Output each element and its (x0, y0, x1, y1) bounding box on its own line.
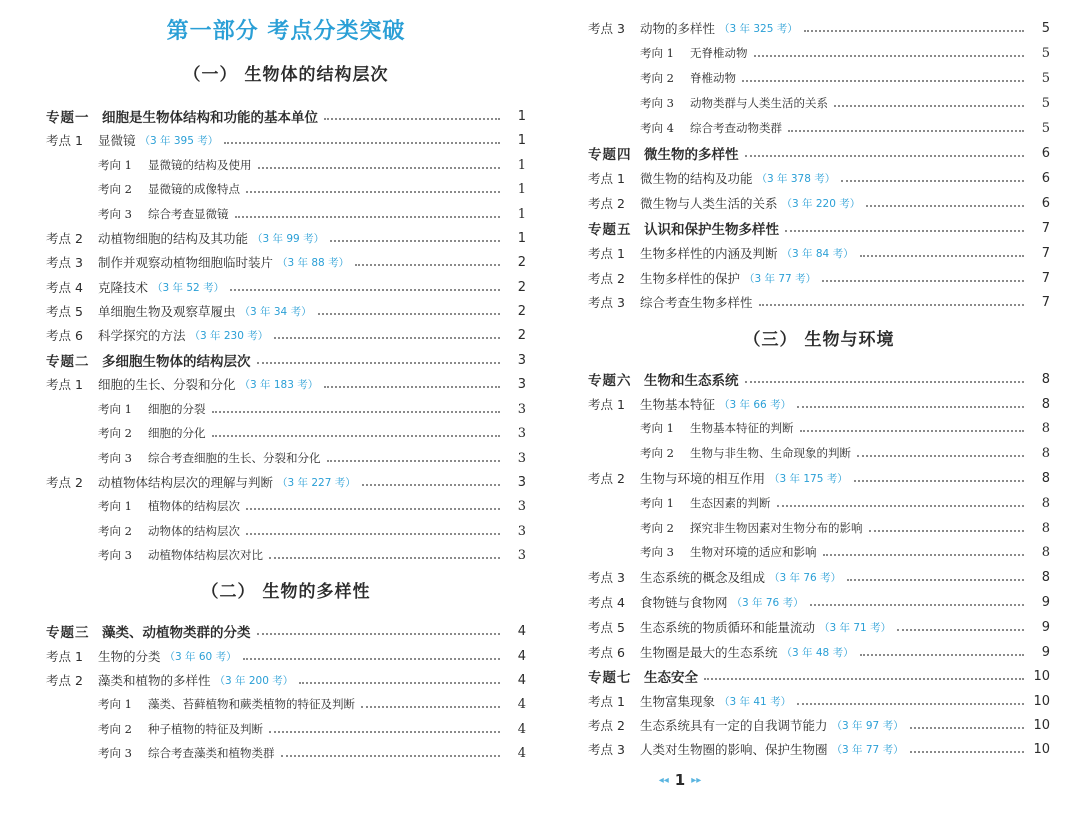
exam-point-row[interactable] (46, 275, 526, 299)
dot-leader (754, 55, 1025, 57)
exam-point-row[interactable] (588, 16, 1050, 40)
entry-title: 无脊椎动物 (690, 46, 748, 60)
entry-title: 显微镜 (98, 133, 136, 148)
exam-direction-row[interactable] (46, 153, 526, 177)
dot-leader (269, 557, 500, 559)
entry-label: 考向 3 (640, 545, 674, 559)
entry-page-number: 2 (517, 279, 526, 295)
entry-title: 生物富集现象 (640, 694, 716, 709)
entry-page-number: 10 (1033, 741, 1050, 757)
entry-page-number: 6 (1041, 170, 1050, 186)
entry-title: 细胞的生长、分裂和分化 (98, 377, 236, 392)
entry-title: 生态因素的判断 (690, 496, 771, 510)
entry-title: 单细胞生物及观察草履虫 (98, 304, 236, 319)
dot-leader (860, 654, 1024, 656)
exam-point-row[interactable] (46, 323, 526, 347)
entry-label: 考向 2 (640, 521, 674, 535)
entry-page-number: 10 (1033, 693, 1050, 709)
exam-direction-row[interactable] (46, 741, 526, 765)
entry-label: 考向 2 (98, 182, 132, 196)
entry-label: 专题三 (46, 625, 90, 641)
dot-leader (822, 280, 1024, 282)
dot-leader (804, 30, 1024, 32)
entry-page-number: 5 (1041, 120, 1050, 136)
entry-title: 细胞的分裂 (148, 402, 206, 416)
exam-direction-row[interactable] (46, 692, 526, 716)
entry-label: 考向 3 (98, 746, 132, 760)
entry-page-number: 5 (1041, 70, 1050, 86)
exam-point-row[interactable] (46, 250, 526, 274)
dot-leader (324, 118, 500, 120)
dot-leader (777, 505, 1025, 507)
dot-leader (257, 362, 501, 364)
entry-page-number: 3 (517, 425, 526, 441)
topic-row[interactable] (46, 104, 526, 128)
dot-leader (785, 230, 1024, 232)
entry-page-number: 7 (1041, 220, 1050, 236)
entry-page-number: 8 (1041, 544, 1050, 560)
entry-title: 多细胞生物体的结构层次 (102, 354, 251, 370)
dot-leader (355, 264, 500, 266)
dot-leader (362, 484, 500, 486)
dot-leader (800, 430, 1025, 432)
entry-title: 生物的分类 (98, 649, 161, 664)
prev-arrow-icon: ◂◂ (658, 774, 669, 786)
entry-page-number: 3 (517, 474, 526, 490)
dot-leader (224, 142, 500, 144)
entry-page-number: 7 (1041, 245, 1050, 261)
dot-leader (788, 130, 1024, 132)
entry-label: 考点 3 (588, 570, 625, 585)
entry-label: 考点 3 (588, 21, 625, 36)
entry-page-number: 8 (1041, 470, 1050, 486)
entry-title: 生态系统具有一定的自我调节能力 (640, 718, 828, 733)
entry-page-number: 4 (517, 623, 526, 639)
entry-label: 专题二 (46, 354, 90, 370)
exam-point-row[interactable] (588, 241, 1050, 265)
entry-page-number: 10 (1033, 668, 1050, 684)
entry-title: 生物与非生物、生命现象的判断 (690, 446, 851, 460)
entry-title: 生物和生态系统 (644, 373, 739, 389)
dot-leader (235, 216, 501, 218)
exam-point-row[interactable] (46, 372, 526, 396)
page-footer (640, 768, 720, 792)
entry-page-number: 5 (1041, 95, 1050, 111)
entry-title: 生态系统的物质循环和能量流动 (640, 620, 816, 635)
dot-leader (258, 167, 501, 169)
dot-leader (281, 755, 501, 757)
exam-frequency: （3 年 227 考） (277, 476, 356, 489)
entry-page-number: 1 (517, 157, 526, 173)
exam-point-row[interactable] (588, 713, 1050, 737)
entry-title: 克隆技术 (98, 280, 149, 295)
exam-direction-row[interactable] (46, 494, 526, 518)
exam-direction-row[interactable] (588, 416, 1050, 440)
dot-leader (860, 255, 1024, 257)
exam-point-row[interactable] (588, 191, 1050, 215)
entry-label: 考点 2 (46, 475, 83, 490)
dot-leader (212, 435, 501, 437)
entry-label: 考向 2 (98, 426, 132, 440)
entry-label: 考点 1 (46, 133, 83, 148)
entry-page-number: 4 (517, 672, 526, 688)
dot-leader (361, 706, 500, 708)
exam-point-row[interactable] (46, 128, 526, 152)
entry-label: 考向 1 (98, 402, 132, 416)
exam-direction-row[interactable] (588, 441, 1050, 465)
exam-point-row[interactable] (588, 615, 1050, 639)
entry-label: 考点 2 (46, 231, 83, 246)
exam-point-row[interactable] (588, 466, 1050, 490)
entry-page-number: 8 (1041, 569, 1050, 585)
entry-title: 细胞的分化 (148, 426, 206, 440)
dot-leader (847, 579, 1024, 581)
entry-page-number: 3 (517, 498, 526, 514)
exam-point-row[interactable] (588, 640, 1050, 664)
topic-row[interactable] (588, 216, 1050, 240)
entry-page-number: 1 (517, 230, 526, 246)
exam-frequency: （3 年 48 考） (781, 646, 854, 659)
exam-direction-row[interactable] (588, 516, 1050, 540)
entry-label: 专题五 (588, 222, 632, 238)
topic-row[interactable] (46, 348, 526, 372)
exam-frequency: （3 年 76 考） (769, 571, 842, 584)
dot-leader (269, 731, 500, 733)
entry-page-number: 1 (517, 108, 526, 124)
exam-direction-row[interactable] (588, 491, 1050, 515)
entry-title: 动植物细胞的结构及其功能 (98, 231, 249, 246)
topic-row[interactable] (46, 619, 526, 643)
entry-label: 专题六 (588, 373, 632, 389)
exam-direction-row[interactable] (46, 519, 526, 543)
exam-frequency: （3 年 76 考） (731, 596, 804, 609)
entry-label: 专题七 (588, 670, 632, 686)
entry-label: 考点 1 (588, 397, 625, 412)
entry-page-number: 8 (1041, 420, 1050, 436)
exam-point-row[interactable] (588, 290, 1050, 314)
exam-frequency: （3 年 84 考） (781, 247, 854, 260)
exam-point-row[interactable] (46, 668, 526, 692)
next-arrow-icon: ▸▸ (691, 774, 702, 786)
dot-leader (759, 304, 1024, 306)
entry-title: 微生物与人类生活的关系 (640, 196, 778, 211)
exam-frequency: （3 年 175 考） (769, 472, 848, 485)
entry-page-number: 9 (1041, 594, 1050, 610)
entry-title: 生物对环境的适应和影响 (690, 545, 817, 559)
entry-label: 考点 3 (588, 742, 625, 757)
entry-label: 考向 2 (98, 524, 132, 538)
entry-page-number: 4 (517, 745, 526, 761)
exam-frequency: （3 年 60 考） (164, 650, 237, 663)
entry-label: 考向 1 (640, 46, 674, 60)
exam-direction-row[interactable] (46, 543, 526, 567)
entry-title: 显微镜的成像特点 (148, 182, 240, 196)
entry-title: 动物体的结构层次 (148, 524, 240, 538)
entry-page-number: 3 (517, 352, 526, 368)
entry-label: 考向 1 (98, 158, 132, 172)
entry-title: 微生物的结构及功能 (640, 171, 753, 186)
exam-direction-row[interactable] (588, 91, 1050, 115)
entry-label: 考点 5 (46, 304, 83, 319)
exam-frequency: （3 年 395 考） (139, 134, 219, 147)
exam-frequency: （3 年 66 考） (719, 398, 792, 411)
section-title-3: （三） 生物与环境 (743, 330, 895, 350)
entry-page-number: 10 (1033, 717, 1050, 733)
exam-point-row[interactable] (46, 226, 526, 250)
exam-point-row[interactable] (46, 470, 526, 494)
entry-page-number: 2 (517, 254, 526, 270)
entry-page-number: 9 (1041, 644, 1050, 660)
entry-page-number: 8 (1041, 520, 1050, 536)
entry-page-number: 5 (1041, 45, 1050, 61)
entry-page-number: 2 (517, 303, 526, 319)
entry-page-number: 3 (517, 450, 526, 466)
topic-row[interactable] (588, 367, 1050, 391)
exam-direction-row[interactable] (588, 41, 1050, 65)
entry-title: 生物基本特征 (640, 397, 716, 412)
entry-title: 动植物体结构层次对比 (148, 548, 263, 562)
entry-title: 生物圈是最大的生态系统 (640, 645, 778, 660)
entry-label: 考向 1 (98, 499, 132, 513)
entry-title: 藻类和植物的多样性 (98, 673, 211, 688)
exam-frequency: （3 年 77 考） (831, 743, 904, 756)
exam-direction-row[interactable] (46, 446, 526, 470)
entry-title: 认识和保护生物多样性 (644, 222, 779, 238)
entry-page-number: 6 (1041, 145, 1050, 161)
dot-leader (910, 751, 1024, 753)
exam-frequency: （3 年 325 考） (719, 22, 798, 35)
exam-frequency: （3 年 41 考） (719, 695, 792, 708)
exam-frequency: （3 年 183 考） (239, 378, 319, 391)
entry-label: 考向 1 (640, 421, 674, 435)
dot-leader (854, 480, 1024, 482)
entry-label: 考点 2 (588, 718, 625, 733)
exam-direction-row[interactable] (588, 66, 1050, 90)
exam-frequency: （3 年 77 考） (744, 272, 817, 285)
entry-page-number: 8 (1041, 445, 1050, 461)
entry-label: 专题一 (46, 110, 90, 126)
entry-title: 综合考查生物多样性 (640, 295, 753, 310)
topic-row[interactable] (588, 664, 1050, 688)
dot-leader (246, 191, 500, 193)
exam-direction-row[interactable] (46, 421, 526, 445)
dot-leader (246, 508, 500, 510)
exam-point-row[interactable] (588, 737, 1050, 761)
dot-leader (834, 105, 1024, 107)
entry-title: 生物基本特征的判断 (690, 421, 794, 435)
entry-label: 考点 3 (46, 255, 83, 270)
exam-frequency: （3 年 88 考） (277, 256, 350, 269)
dot-leader (742, 80, 1024, 82)
entry-page-number: 8 (1041, 371, 1050, 387)
exam-frequency: （3 年 378 考） (756, 172, 836, 185)
entry-page-number: 3 (517, 523, 526, 539)
entry-label: 考点 2 (46, 673, 83, 688)
exam-point-row[interactable] (588, 392, 1050, 416)
dot-leader (810, 604, 1024, 606)
exam-point-row[interactable] (588, 266, 1050, 290)
entry-page-number: 9 (1041, 619, 1050, 635)
entry-title: 人类对生物圈的影响、保护生物圈 (640, 742, 828, 757)
entry-page-number: 7 (1041, 294, 1050, 310)
entry-label: 考点 4 (588, 595, 625, 610)
entry-page-number: 1 (517, 181, 526, 197)
entry-title: 微生物的多样性 (644, 147, 739, 163)
entry-title: 生态安全 (644, 670, 698, 686)
exam-frequency: （3 年 220 考） (781, 197, 861, 210)
entry-title: 脊椎动物 (690, 71, 736, 85)
dot-leader (797, 406, 1024, 408)
entry-label: 考点 6 (46, 328, 83, 343)
entry-title: 生态系统的概念及组成 (640, 570, 766, 585)
dot-leader (327, 460, 501, 462)
dot-leader (212, 411, 501, 413)
entry-page-number: 4 (517, 721, 526, 737)
entry-title: 生物与环境的相互作用 (640, 471, 766, 486)
dot-leader (823, 554, 1025, 556)
entry-title: 藻类、动植物类群的分类 (102, 625, 251, 641)
entry-title: 探究非生物因素对生物分布的影响 (690, 521, 863, 535)
entry-page-number: 5 (1041, 20, 1050, 36)
entry-page-number: 3 (517, 376, 526, 392)
entry-label: 考点 4 (46, 280, 83, 295)
entry-title: 动物的多样性 (640, 21, 716, 36)
entry-label: 考点 1 (46, 377, 83, 392)
exam-frequency: （3 年 99 考） (252, 232, 325, 245)
entry-page-number: 8 (1041, 396, 1050, 412)
entry-page-number: 6 (1041, 195, 1050, 211)
dot-leader (318, 313, 500, 315)
entry-title: 细胞是生物体结构和功能的基本单位 (102, 110, 318, 126)
exam-direction-row[interactable] (46, 177, 526, 201)
entry-title: 显微镜的结构及使用 (148, 158, 252, 172)
dot-leader (866, 205, 1024, 207)
entry-label: 考向 3 (640, 96, 674, 110)
entry-label: 考点 2 (588, 271, 625, 286)
exam-point-row[interactable] (588, 565, 1050, 589)
entry-title: 藻类、苔藓植物和蕨类植物的特征及判断 (148, 697, 355, 711)
page-number: 1 (674, 771, 686, 789)
entry-title: 食物链与食物网 (640, 595, 728, 610)
exam-frequency: （3 年 34 考） (239, 305, 312, 318)
entry-label: 考向 2 (640, 71, 674, 85)
dot-leader (704, 678, 1024, 680)
section-title-1: （一） 生物体的结构层次 (183, 65, 389, 85)
exam-direction-row[interactable] (46, 717, 526, 741)
exam-point-row[interactable] (46, 644, 526, 668)
entry-title: 动植物体结构层次的理解与判断 (98, 475, 274, 490)
dot-leader (243, 658, 500, 660)
entry-page-number: 2 (517, 327, 526, 343)
exam-direction-row[interactable] (588, 116, 1050, 140)
entry-label: 考点 5 (588, 620, 625, 635)
entry-title: 生物多样性的保护 (640, 271, 741, 286)
section-title-2: （二） 生物的多样性 (201, 582, 371, 602)
exam-direction-row[interactable] (588, 540, 1050, 564)
exam-point-row[interactable] (588, 166, 1050, 190)
entry-label: 考点 1 (588, 246, 625, 261)
entry-page-number: 4 (517, 648, 526, 664)
entry-title: 综合考查细胞的生长、分裂和分化 (148, 451, 321, 465)
entry-title: 动物类群与人类生活的关系 (690, 96, 828, 110)
entry-page-number: 3 (517, 401, 526, 417)
exam-frequency: （3 年 230 考） (189, 329, 269, 342)
dot-leader (910, 727, 1024, 729)
entry-page-number: 3 (517, 547, 526, 563)
entry-page-number: 8 (1041, 495, 1050, 511)
dot-leader (324, 386, 500, 388)
entry-label: 考向 3 (98, 451, 132, 465)
entry-label: 考点 1 (588, 171, 625, 186)
entry-label: 考向 4 (640, 121, 674, 135)
dot-leader (330, 240, 500, 242)
topic-row[interactable] (588, 141, 1050, 165)
entry-label: 考向 2 (640, 446, 674, 460)
dot-leader (797, 703, 1024, 705)
dot-leader (274, 337, 500, 339)
entry-title: 综合考查藻类和植物类群 (148, 746, 275, 760)
entry-label: 考向 3 (98, 207, 132, 221)
dot-leader (246, 533, 500, 535)
entry-label: 考点 2 (588, 196, 625, 211)
entry-title: 植物体的结构层次 (148, 499, 240, 513)
dot-leader (857, 455, 1024, 457)
entry-label: 考向 3 (98, 548, 132, 562)
entry-title: 综合考查动物类群 (690, 121, 782, 135)
exam-point-row[interactable] (588, 689, 1050, 713)
dot-leader (257, 633, 501, 635)
entry-label: 考向 1 (640, 496, 674, 510)
dot-leader (869, 530, 1025, 532)
entry-label: 考点 1 (46, 649, 83, 664)
entry-label: 考点 2 (588, 471, 625, 486)
entry-label: 考向 1 (98, 697, 132, 711)
entry-page-number: 1 (517, 132, 526, 148)
dot-leader (230, 289, 500, 291)
exam-frequency: （3 年 71 考） (819, 621, 892, 634)
entry-title: 综合考查显微镜 (148, 207, 229, 221)
entry-label: 考向 2 (98, 722, 132, 736)
dot-leader (745, 155, 1025, 157)
entry-label: 考点 3 (588, 295, 625, 310)
dot-leader (897, 629, 1024, 631)
exam-direction-row[interactable] (46, 202, 526, 226)
entry-title: 科学探究的方法 (98, 328, 186, 343)
exam-point-row[interactable] (588, 590, 1050, 614)
entry-page-number: 4 (517, 696, 526, 712)
dot-leader (299, 682, 500, 684)
entry-title: 生物多样性的内涵及判断 (640, 246, 778, 261)
entry-label: 考点 6 (588, 645, 625, 660)
entry-page-number: 7 (1041, 270, 1050, 286)
entry-title: 制作并观察动植物细胞临时装片 (98, 255, 274, 270)
exam-frequency: （3 年 97 考） (831, 719, 904, 732)
entry-title: 种子植物的特征及判断 (148, 722, 263, 736)
dot-leader (745, 381, 1025, 383)
dot-leader (841, 180, 1024, 182)
exam-point-row[interactable] (46, 299, 526, 323)
exam-direction-row[interactable] (46, 397, 526, 421)
entry-page-number: 1 (517, 206, 526, 222)
exam-frequency: （3 年 200 考） (214, 674, 294, 687)
entry-label: 考点 1 (588, 694, 625, 709)
entry-label: 专题四 (588, 147, 632, 163)
part-title: 第一部分 考点分类突破 (166, 19, 406, 44)
exam-frequency: （3 年 52 考） (152, 281, 225, 294)
